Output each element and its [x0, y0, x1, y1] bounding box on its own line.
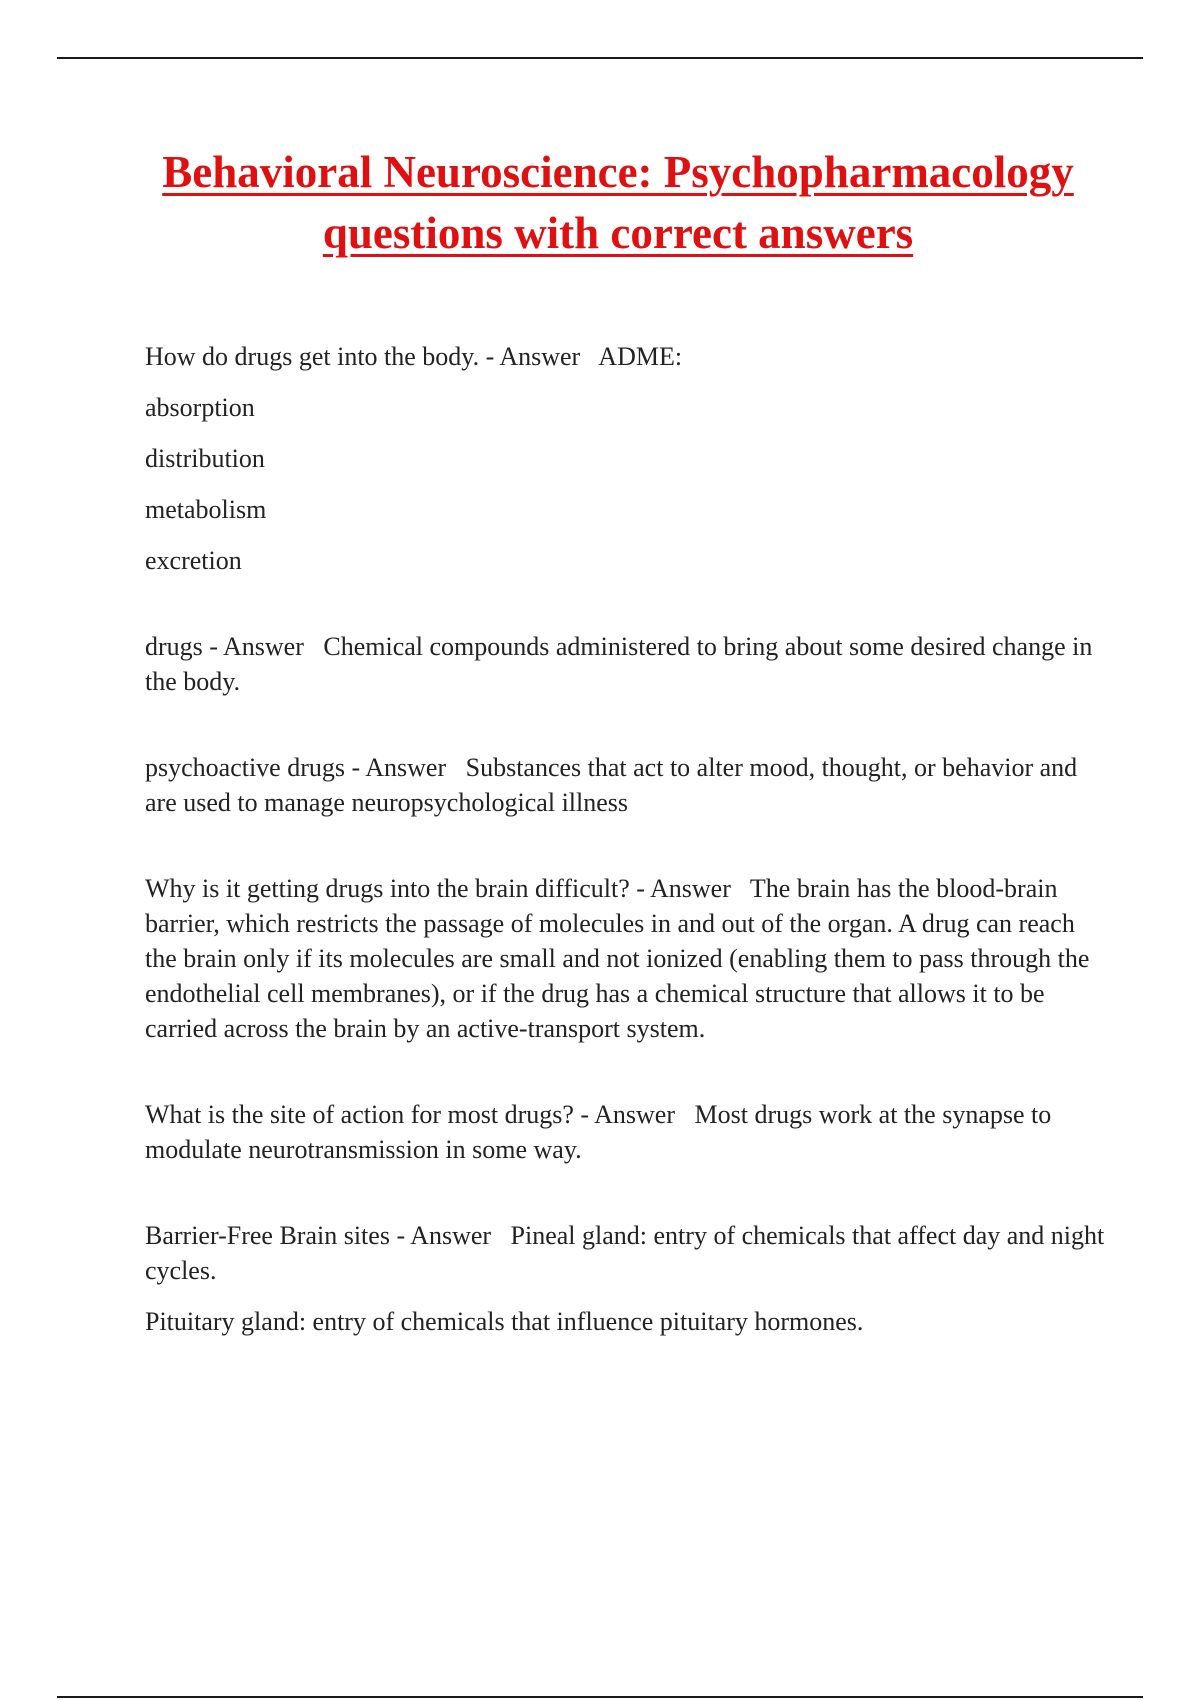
- answer-continuation: Pituitary gland: entry of chemicals that influence pituitary hormones.: [145, 1307, 864, 1336]
- answer-text: The brain has the blood-brain barrier, which restricts the passage of molecules in and out of the organ. A drug can reach the brain only if its molecules are small and not ionized (enabling them to pass through the endothelial cell membranes), or if the drug has a chemical structure that allows it to be carried across the brain by an active-transport system.: [145, 874, 1090, 1043]
- answer-separator: - Answer: [389, 1221, 511, 1250]
- answer-text: Most drugs work at the synapse to modulate neurotransmission in some way.: [145, 1100, 1052, 1164]
- answer-list-item: absorption: [145, 393, 255, 422]
- question-text: What is the site of action for most drugs?: [145, 1100, 574, 1129]
- qa-entry-question: [145, 339, 1105, 374]
- answer-list-item: excretion: [145, 546, 242, 575]
- qa-entry: [145, 1097, 1105, 1167]
- question-text: psychoactive drugs: [145, 753, 346, 782]
- answer-text: Pineal gland: entry of chemicals that affect day and night cycles.: [145, 1221, 1105, 1285]
- answer-text: Chemical compounds administered to bring about some desired change in the body.: [145, 632, 1093, 696]
- question-text: drugs: [145, 632, 203, 661]
- answer-separator: - Answer: [202, 632, 324, 661]
- answer-separator: - Answer: [479, 342, 599, 371]
- answer-text: Substances that act to alter mood, thought, or behavior and are used to manage neuropsychological illness: [145, 753, 1078, 817]
- document-body: [145, 339, 1105, 1355]
- qa-entry: [145, 871, 1105, 1046]
- qa-entry: [145, 629, 1105, 699]
- answer-list-item: distribution: [145, 444, 265, 473]
- qa-entry: [145, 750, 1105, 820]
- question-text: Barrier-Free Brain sites: [145, 1221, 390, 1250]
- answer-separator: - Answer: [629, 874, 750, 903]
- answer-list-item: metabolism: [145, 495, 267, 524]
- bottom-rule: [57, 1696, 1143, 1698]
- qa-entry: [145, 1218, 1105, 1288]
- question-text: How do drugs get into the body.: [145, 342, 480, 371]
- answer-separator: - Answer: [345, 753, 466, 782]
- document-title: Behavioral Neuroscience: Psychopharmacology questions with correct answers: [162, 147, 1074, 258]
- top-rule: [57, 57, 1143, 59]
- question-text: Why is it getting drugs into the brain difficult?: [145, 874, 630, 903]
- answer-separator: - Answer: [573, 1100, 695, 1129]
- answer-text: ADME:: [598, 342, 683, 371]
